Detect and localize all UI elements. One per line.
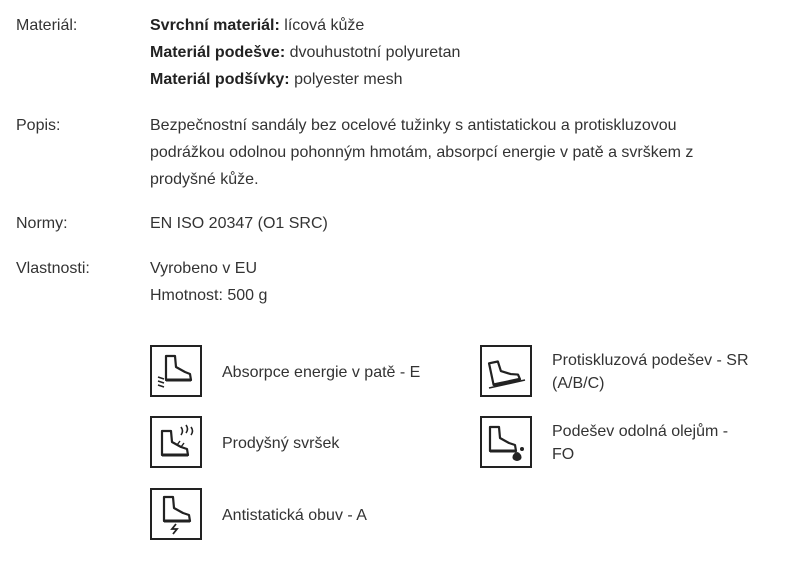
norms-value bbox=[150, 210, 790, 237]
material-value bbox=[150, 12, 790, 93]
description-line-3: prodyšné kůže. bbox=[150, 171, 259, 188]
properties-label: Vlastnosti: bbox=[16, 260, 90, 277]
boot-antislip-sole-icon bbox=[480, 345, 532, 397]
sole-material-key: Materiál podešve: bbox=[150, 44, 286, 61]
made-in: Vyrobeno v EU bbox=[150, 260, 258, 277]
feature-label-line: Absorpce energie v patě - E bbox=[222, 364, 421, 381]
feature-label bbox=[222, 504, 367, 527]
norms-label: Normy: bbox=[16, 215, 68, 232]
boot-antistatic-icon bbox=[150, 488, 202, 540]
weight: Hmotnost: 500 g bbox=[150, 287, 268, 304]
lining-material-key: Materiál podšívky: bbox=[150, 71, 290, 88]
boot-heel-energy-icon bbox=[150, 345, 202, 397]
description-line-2: podrážkou odolnou pohonným hmotám, absorpcí energie v patě a svrškem z bbox=[150, 144, 694, 161]
feature-label-line: Antistatická obuv - A bbox=[222, 507, 367, 524]
sole-material-value: dvouhustotní polyuretan bbox=[289, 44, 461, 61]
lining-material-value: polyester mesh bbox=[294, 71, 403, 88]
feature-label-line: Prodyšný svršek bbox=[222, 435, 340, 452]
description-label: Popis: bbox=[16, 117, 61, 134]
boot-oil-resistant-icon bbox=[480, 416, 532, 468]
feature-label-line: FO bbox=[552, 446, 575, 463]
upper-material-value: lícová kůže bbox=[284, 17, 365, 34]
upper-material bbox=[150, 12, 790, 39]
material-label: Materiál: bbox=[16, 17, 78, 34]
feature-label bbox=[222, 432, 339, 455]
properties-value bbox=[150, 255, 790, 309]
boot-breathable-icon bbox=[150, 416, 202, 468]
feature-label bbox=[552, 420, 728, 466]
lining-material bbox=[150, 66, 790, 93]
sole-material bbox=[150, 39, 790, 66]
feature-label-line: Podešev odolná olejům - bbox=[552, 423, 729, 440]
norms-text: EN ISO 20347 (O1 SRC) bbox=[150, 215, 328, 232]
feature-label bbox=[552, 349, 749, 395]
description-line-1: Bezpečnostní sandály bez ocelové tužinky s antistatickou a protiskluzovou bbox=[150, 117, 677, 134]
feature-label-line: Protiskluzová podešev - SR bbox=[552, 352, 749, 369]
feature-label bbox=[222, 361, 420, 384]
upper-material-key: Svrchní materiál: bbox=[150, 17, 280, 34]
feature-label-line: (A/B/C) bbox=[552, 375, 605, 392]
description-text bbox=[150, 112, 790, 193]
